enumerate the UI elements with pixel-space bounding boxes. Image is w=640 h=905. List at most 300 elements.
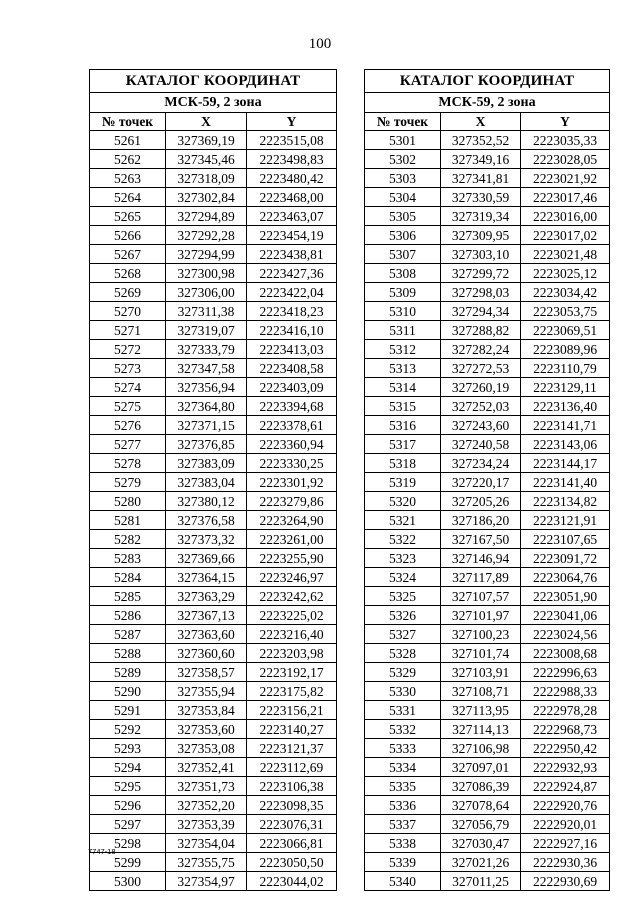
- x-coordinate-cell: 327353,84: [166, 701, 247, 720]
- point-number-cell: 5298: [90, 834, 166, 853]
- x-coordinate-cell: 327272,53: [441, 359, 521, 378]
- point-number-cell: 5284: [90, 568, 166, 587]
- y-coordinate-cell: 2222920,76: [521, 796, 610, 815]
- point-number-cell: 5295: [90, 777, 166, 796]
- point-number-cell: 5309: [365, 283, 441, 302]
- point-number-cell: 5262: [90, 150, 166, 169]
- x-coordinate-cell: 327358,57: [166, 663, 247, 682]
- point-number-cell: 5311: [365, 321, 441, 340]
- table-row: [365, 454, 610, 473]
- table-row: [365, 226, 610, 245]
- y-coordinate-cell: 2223394,68: [247, 397, 337, 416]
- point-number-cell: 5285: [90, 587, 166, 606]
- y-coordinate-cell: 2222924,87: [521, 777, 610, 796]
- point-number-cell: 5304: [365, 188, 441, 207]
- table-row: [365, 378, 610, 397]
- point-number-cell: 5286: [90, 606, 166, 625]
- table-row: [365, 663, 610, 682]
- point-number-cell: 5323: [365, 549, 441, 568]
- y-coordinate-cell: 2223144,17: [521, 454, 610, 473]
- table-row: [90, 682, 337, 701]
- x-coordinate-cell: 327117,89: [441, 568, 521, 587]
- x-coordinate-cell: 327369,66: [166, 549, 247, 568]
- y-coordinate-cell: 2223261,00: [247, 530, 337, 549]
- y-coordinate-cell: 2223360,94: [247, 435, 337, 454]
- y-coordinate-cell: 2223203,98: [247, 644, 337, 663]
- x-coordinate-cell: 327355,75: [166, 853, 247, 872]
- point-number-cell: 5266: [90, 226, 166, 245]
- x-coordinate-cell: 327355,94: [166, 682, 247, 701]
- table-row: [365, 283, 610, 302]
- table-row: [365, 682, 610, 701]
- x-coordinate-cell: 327302,84: [166, 188, 247, 207]
- table-row: [90, 359, 337, 378]
- x-coordinate-cell: 327252,03: [441, 397, 521, 416]
- table-row: [365, 150, 610, 169]
- x-coordinate-cell: 327369,19: [166, 131, 247, 150]
- y-coordinate-cell: 2223301,92: [247, 473, 337, 492]
- y-coordinate-cell: 2223136,40: [521, 397, 610, 416]
- catalog-zone: МСК-59, 2 зона: [365, 93, 610, 113]
- point-number-cell: 5300: [90, 872, 166, 891]
- table-row: [90, 150, 337, 169]
- x-coordinate-cell: 327380,12: [166, 492, 247, 511]
- catalog-title: КАТАЛОГ КООРДИНАТ: [90, 70, 337, 93]
- table-row: [365, 777, 610, 796]
- x-coordinate-cell: 327021,26: [441, 853, 521, 872]
- point-number-cell: 5275: [90, 397, 166, 416]
- y-coordinate-cell: 2223515,08: [247, 131, 337, 150]
- table-row: [90, 492, 337, 511]
- y-coordinate-cell: 2223175,82: [247, 682, 337, 701]
- y-coordinate-cell: 2223107,65: [521, 530, 610, 549]
- catalog-header-row: [365, 113, 610, 131]
- y-coordinate-cell: 2223246,97: [247, 568, 337, 587]
- x-coordinate-cell: 327240,58: [441, 435, 521, 454]
- point-number-cell: 5291: [90, 701, 166, 720]
- y-coordinate-cell: 2223041,06: [521, 606, 610, 625]
- y-coordinate-cell: 2223242,62: [247, 587, 337, 606]
- point-number-cell: 5287: [90, 625, 166, 644]
- y-coordinate-cell: 2223110,79: [521, 359, 610, 378]
- y-coordinate-cell: 2223143,06: [521, 435, 610, 454]
- y-coordinate-cell: 2223098,35: [247, 796, 337, 815]
- y-coordinate-cell: 2223403,09: [247, 378, 337, 397]
- x-coordinate-cell: 327108,71: [441, 682, 521, 701]
- y-coordinate-cell: 2223021,92: [521, 169, 610, 188]
- table-row: [90, 606, 337, 625]
- point-number-cell: 5264: [90, 188, 166, 207]
- x-coordinate-cell: 327353,39: [166, 815, 247, 834]
- table-row: [90, 511, 337, 530]
- y-coordinate-cell: 2223255,90: [247, 549, 337, 568]
- y-coordinate-cell: 2222988,33: [521, 682, 610, 701]
- column-header-x: X: [166, 113, 247, 131]
- catalog-zone-row: [365, 93, 610, 113]
- point-number-cell: 5327: [365, 625, 441, 644]
- point-number-cell: 5318: [365, 454, 441, 473]
- x-coordinate-cell: 327303,10: [441, 245, 521, 264]
- point-number-cell: 5340: [365, 872, 441, 891]
- y-coordinate-cell: 2223021,48: [521, 245, 610, 264]
- point-number-cell: 5297: [90, 815, 166, 834]
- table-row: [90, 720, 337, 739]
- x-coordinate-cell: 327103,91: [441, 663, 521, 682]
- x-coordinate-cell: 327107,57: [441, 587, 521, 606]
- table-row: [365, 169, 610, 188]
- y-coordinate-cell: 2223106,38: [247, 777, 337, 796]
- x-coordinate-cell: 327288,82: [441, 321, 521, 340]
- catalog-zone-row: [90, 93, 337, 113]
- x-coordinate-cell: 327371,15: [166, 416, 247, 435]
- table-row: [90, 758, 337, 777]
- table-row: [365, 245, 610, 264]
- y-coordinate-cell: 2223140,27: [247, 720, 337, 739]
- x-coordinate-cell: 327351,73: [166, 777, 247, 796]
- catalog-title-row: [90, 70, 337, 93]
- point-number-cell: 5312: [365, 340, 441, 359]
- y-coordinate-cell: 2223216,40: [247, 625, 337, 644]
- table-row: [365, 796, 610, 815]
- y-coordinate-cell: 2223017,02: [521, 226, 610, 245]
- y-coordinate-cell: 2223066,81: [247, 834, 337, 853]
- table-row: [365, 416, 610, 435]
- y-coordinate-cell: 2223016,00: [521, 207, 610, 226]
- x-coordinate-cell: 327354,97: [166, 872, 247, 891]
- point-number-cell: 5303: [365, 169, 441, 188]
- point-number-cell: 5315: [365, 397, 441, 416]
- table-row: [365, 568, 610, 587]
- x-coordinate-cell: 327234,24: [441, 454, 521, 473]
- point-number-cell: 5316: [365, 416, 441, 435]
- x-coordinate-cell: 327318,09: [166, 169, 247, 188]
- table-row: [365, 739, 610, 758]
- point-number-cell: 5272: [90, 340, 166, 359]
- x-coordinate-cell: 327260,19: [441, 378, 521, 397]
- y-coordinate-cell: 2223121,91: [521, 511, 610, 530]
- x-coordinate-cell: 327220,17: [441, 473, 521, 492]
- y-coordinate-cell: 2223225,02: [247, 606, 337, 625]
- point-number-cell: 5310: [365, 302, 441, 321]
- point-number-cell: 5305: [365, 207, 441, 226]
- y-coordinate-cell: 2223025,12: [521, 264, 610, 283]
- table-row: [365, 549, 610, 568]
- point-number-cell: 5329: [365, 663, 441, 682]
- table-row: [90, 777, 337, 796]
- y-coordinate-cell: 2222996,63: [521, 663, 610, 682]
- x-coordinate-cell: 327298,03: [441, 283, 521, 302]
- table-row: [365, 511, 610, 530]
- table-row: [90, 625, 337, 644]
- y-coordinate-cell: 2222978,28: [521, 701, 610, 720]
- column-header-x: X: [441, 113, 521, 131]
- x-coordinate-cell: 327311,38: [166, 302, 247, 321]
- table-row: [365, 853, 610, 872]
- x-coordinate-cell: 327294,89: [166, 207, 247, 226]
- x-coordinate-cell: 327364,15: [166, 568, 247, 587]
- point-number-cell: 5294: [90, 758, 166, 777]
- table-row: [90, 530, 337, 549]
- x-coordinate-cell: 327333,79: [166, 340, 247, 359]
- x-coordinate-cell: 327299,72: [441, 264, 521, 283]
- y-coordinate-cell: 2223413,03: [247, 340, 337, 359]
- point-number-cell: 5269: [90, 283, 166, 302]
- point-number-cell: 5268: [90, 264, 166, 283]
- table-row: [90, 321, 337, 340]
- table-row: [90, 397, 337, 416]
- x-coordinate-cell: 327383,09: [166, 454, 247, 473]
- x-coordinate-cell: 327352,41: [166, 758, 247, 777]
- point-number-cell: 5267: [90, 245, 166, 264]
- table-row: [90, 587, 337, 606]
- y-coordinate-cell: 2222968,73: [521, 720, 610, 739]
- table-row: [365, 492, 610, 511]
- point-number-cell: 5326: [365, 606, 441, 625]
- table-row: [365, 302, 610, 321]
- y-coordinate-cell: 2223024,56: [521, 625, 610, 644]
- table-row: [365, 131, 610, 150]
- x-coordinate-cell: 327353,08: [166, 739, 247, 758]
- point-number-cell: 5322: [365, 530, 441, 549]
- y-coordinate-cell: 2222950,42: [521, 739, 610, 758]
- table-row: [90, 701, 337, 720]
- catalog-body: [90, 131, 337, 891]
- table-row: [365, 264, 610, 283]
- y-coordinate-cell: 2223454,19: [247, 226, 337, 245]
- x-coordinate-cell: 327113,95: [441, 701, 521, 720]
- table-row: [90, 872, 337, 891]
- y-coordinate-cell: 2223498,83: [247, 150, 337, 169]
- point-number-cell: 5319: [365, 473, 441, 492]
- table-row: [90, 378, 337, 397]
- coordinate-catalog-left: [89, 69, 337, 891]
- point-number-cell: 5332: [365, 720, 441, 739]
- table-row: [365, 872, 610, 891]
- x-coordinate-cell: 327011,25: [441, 872, 521, 891]
- y-coordinate-cell: 2223427,36: [247, 264, 337, 283]
- point-number-cell: 5338: [365, 834, 441, 853]
- catalog-header-row: [90, 113, 337, 131]
- point-number-cell: 5265: [90, 207, 166, 226]
- y-coordinate-cell: 2223141,71: [521, 416, 610, 435]
- y-coordinate-cell: 2223051,90: [521, 587, 610, 606]
- y-coordinate-cell: 2222920,01: [521, 815, 610, 834]
- y-coordinate-cell: 2222930,69: [521, 872, 610, 891]
- x-coordinate-cell: 327101,74: [441, 644, 521, 663]
- point-number-cell: 5279: [90, 473, 166, 492]
- table-row: [90, 549, 337, 568]
- point-number-cell: 5278: [90, 454, 166, 473]
- x-coordinate-cell: 327367,13: [166, 606, 247, 625]
- table-row: [365, 530, 610, 549]
- x-coordinate-cell: 327341,81: [441, 169, 521, 188]
- footer-code: 7747-18: [88, 847, 116, 856]
- y-coordinate-cell: 2223438,81: [247, 245, 337, 264]
- x-coordinate-cell: 327114,13: [441, 720, 521, 739]
- y-coordinate-cell: 2223044,02: [247, 872, 337, 891]
- table-row: [365, 644, 610, 663]
- point-number-cell: 5328: [365, 644, 441, 663]
- x-coordinate-cell: 327383,04: [166, 473, 247, 492]
- table-row: [90, 226, 337, 245]
- y-coordinate-cell: 2223112,69: [247, 758, 337, 777]
- x-coordinate-cell: 327309,95: [441, 226, 521, 245]
- point-number-cell: 5325: [365, 587, 441, 606]
- y-coordinate-cell: 2222930,36: [521, 853, 610, 872]
- x-coordinate-cell: 327352,20: [166, 796, 247, 815]
- table-row: [90, 473, 337, 492]
- x-coordinate-cell: 327300,98: [166, 264, 247, 283]
- y-coordinate-cell: 2223034,42: [521, 283, 610, 302]
- point-number-cell: 5333: [365, 739, 441, 758]
- y-coordinate-cell: 2223192,17: [247, 663, 337, 682]
- x-coordinate-cell: 327360,60: [166, 644, 247, 663]
- point-number-cell: 5283: [90, 549, 166, 568]
- y-coordinate-cell: 2223129,11: [521, 378, 610, 397]
- point-number-cell: 5339: [365, 853, 441, 872]
- table-row: [90, 283, 337, 302]
- point-number-cell: 5292: [90, 720, 166, 739]
- point-number-cell: 5331: [365, 701, 441, 720]
- x-coordinate-cell: 327078,64: [441, 796, 521, 815]
- y-coordinate-cell: 2223053,75: [521, 302, 610, 321]
- point-number-cell: 5261: [90, 131, 166, 150]
- point-number-cell: 5274: [90, 378, 166, 397]
- y-coordinate-cell: 2223378,61: [247, 416, 337, 435]
- table-row: [90, 454, 337, 473]
- x-coordinate-cell: 327306,00: [166, 283, 247, 302]
- y-coordinate-cell: 2223463,07: [247, 207, 337, 226]
- table-row: [365, 435, 610, 454]
- y-coordinate-cell: 2223008,68: [521, 644, 610, 663]
- point-number-cell: 5320: [365, 492, 441, 511]
- table-row: [90, 188, 337, 207]
- point-number-cell: 5302: [365, 150, 441, 169]
- table-row: [365, 834, 610, 853]
- point-number-cell: 5317: [365, 435, 441, 454]
- point-number-cell: 5334: [365, 758, 441, 777]
- point-number-cell: 5293: [90, 739, 166, 758]
- table-row: [365, 473, 610, 492]
- x-coordinate-cell: 327345,46: [166, 150, 247, 169]
- point-number-cell: 5308: [365, 264, 441, 283]
- point-number-cell: 5271: [90, 321, 166, 340]
- y-coordinate-cell: 2223468,00: [247, 188, 337, 207]
- column-header-y: Y: [247, 113, 337, 131]
- table-row: [90, 796, 337, 815]
- y-coordinate-cell: 2223416,10: [247, 321, 337, 340]
- point-number-cell: 5280: [90, 492, 166, 511]
- x-coordinate-cell: 327186,20: [441, 511, 521, 530]
- page-number: 100: [308, 36, 332, 52]
- x-coordinate-cell: 327353,60: [166, 720, 247, 739]
- column-header-point: № точек: [365, 113, 441, 131]
- x-coordinate-cell: 327097,01: [441, 758, 521, 777]
- table-row: [365, 321, 610, 340]
- x-coordinate-cell: 327319,07: [166, 321, 247, 340]
- table-row: [90, 302, 337, 321]
- x-coordinate-cell: 327101,97: [441, 606, 521, 625]
- point-number-cell: 5321: [365, 511, 441, 530]
- x-coordinate-cell: 327167,50: [441, 530, 521, 549]
- point-number-cell: 5276: [90, 416, 166, 435]
- x-coordinate-cell: 327352,52: [441, 131, 521, 150]
- x-coordinate-cell: 327292,28: [166, 226, 247, 245]
- y-coordinate-cell: 2223064,76: [521, 568, 610, 587]
- table-row: [365, 758, 610, 777]
- x-coordinate-cell: 327349,16: [441, 150, 521, 169]
- x-coordinate-cell: 327376,85: [166, 435, 247, 454]
- point-number-cell: 5306: [365, 226, 441, 245]
- y-coordinate-cell: 2223017,46: [521, 188, 610, 207]
- table-row: [90, 169, 337, 188]
- point-number-cell: 5330: [365, 682, 441, 701]
- x-coordinate-cell: 327364,80: [166, 397, 247, 416]
- y-coordinate-cell: 2223422,04: [247, 283, 337, 302]
- point-number-cell: 5288: [90, 644, 166, 663]
- table-row: [90, 815, 337, 834]
- y-coordinate-cell: 2222932,93: [521, 758, 610, 777]
- table-row: [90, 264, 337, 283]
- x-coordinate-cell: 327100,23: [441, 625, 521, 644]
- y-coordinate-cell: 2223264,90: [247, 511, 337, 530]
- y-coordinate-cell: 2223480,42: [247, 169, 337, 188]
- y-coordinate-cell: 2223091,72: [521, 549, 610, 568]
- table-row: [90, 739, 337, 758]
- point-number-cell: 5270: [90, 302, 166, 321]
- table-row: [365, 397, 610, 416]
- table-row: [90, 853, 337, 872]
- table-row: [90, 131, 337, 150]
- table-row: [90, 663, 337, 682]
- x-coordinate-cell: 327086,39: [441, 777, 521, 796]
- x-coordinate-cell: 327356,94: [166, 378, 247, 397]
- x-coordinate-cell: 327354,04: [166, 834, 247, 853]
- x-coordinate-cell: 327376,58: [166, 511, 247, 530]
- point-number-cell: 5296: [90, 796, 166, 815]
- point-number-cell: 5263: [90, 169, 166, 188]
- y-coordinate-cell: 2223418,23: [247, 302, 337, 321]
- y-coordinate-cell: 2223089,96: [521, 340, 610, 359]
- x-coordinate-cell: 327347,58: [166, 359, 247, 378]
- table-row: [365, 207, 610, 226]
- point-number-cell: 5336: [365, 796, 441, 815]
- point-number-cell: 5307: [365, 245, 441, 264]
- x-coordinate-cell: 327363,29: [166, 587, 247, 606]
- x-coordinate-cell: 327106,98: [441, 739, 521, 758]
- point-number-cell: 5289: [90, 663, 166, 682]
- column-header-y: Y: [521, 113, 610, 131]
- point-number-cell: 5301: [365, 131, 441, 150]
- x-coordinate-cell: 327330,59: [441, 188, 521, 207]
- y-coordinate-cell: 2223050,50: [247, 853, 337, 872]
- x-coordinate-cell: 327205,26: [441, 492, 521, 511]
- point-number-cell: 5299: [90, 853, 166, 872]
- y-coordinate-cell: 2223279,86: [247, 492, 337, 511]
- table-row: [90, 435, 337, 454]
- y-coordinate-cell: 2223028,05: [521, 150, 610, 169]
- x-coordinate-cell: 327373,32: [166, 530, 247, 549]
- y-coordinate-cell: 2223408,58: [247, 359, 337, 378]
- table-row: [90, 834, 337, 853]
- y-coordinate-cell: 2223134,82: [521, 492, 610, 511]
- point-number-cell: 5335: [365, 777, 441, 796]
- x-coordinate-cell: 327294,34: [441, 302, 521, 321]
- point-number-cell: 5273: [90, 359, 166, 378]
- catalog-body: [365, 131, 610, 891]
- table-row: [365, 625, 610, 644]
- point-number-cell: 5290: [90, 682, 166, 701]
